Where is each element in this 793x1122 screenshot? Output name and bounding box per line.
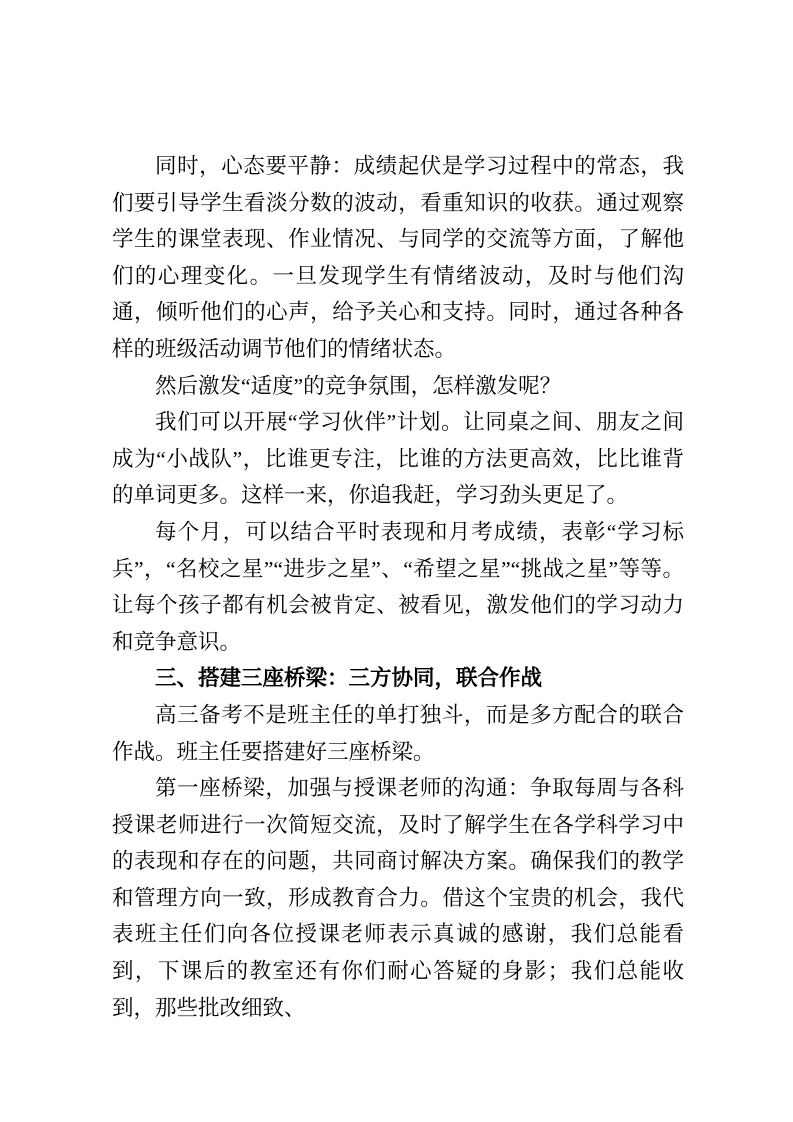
section-heading-three-bridges: 三、搭建三座桥梁：三方协同，联合作战 [155,666,543,691]
paragraph-monthly-awards: 每个月，可以结合平时表现和月考成绩，表彰“学习标兵”，“名校之星”“进步之星”、“希望之星”“挑战之星”等等。让每个孩子都有机会被肯定、被看见，激发他们的学习动力和竞争意识。 [112,519,684,654]
paragraph-mindset: 同时，心态要平静：成绩起伏是学习过程中的常态，我们要引导学生看淡分数的波动，看重知识的收获。通过观察学生的课堂表现、作业情况、与同学的交流等方面，了解他们的心理变化。一旦发现学生有情绪波动，及时与他们沟通，倾听他们的心声，给予关心和支持。同时，通过各种各样的班级活动调节他们的情绪状态。 [112,154,684,361]
document-body [112,148,684,1026]
paragraph-study-buddy-plan: 我们可以开展“学习伙伴”计划。让同桌之间、朋友之间成为“小战队”，比谁更专注，比谁的方法更高效，比比谁背的单词更多。这样一来，你追我赶，学习劲头更足了。 [112,410,684,508]
paragraph-competition-question: 然后激发“适度”的竞争氛围，怎样激发呢？ [155,373,562,398]
paragraph-first-bridge: 第一座桥梁，加强与授课老师的沟通：争取每周与各科授课老师进行一次简短交流，及时了解学生在各学科学习中的表现和存在的问题，共同商讨解决方案。确保我们的教学和管理方向一致，形成教育合力。借这个宝贵的机会，我代表班主任们向各位授课老师表示真诚的感谢，我们总能看到，下课后的教室还有你们耐心答疑的身影；我们总能收到，那些批改细致、 [112,776,684,1020]
paragraph-joint-effort-intro: 高三备考不是班主任的单打独斗，而是多方配合的联合作战。班主任要搭建好三座桥梁。 [112,702,684,764]
